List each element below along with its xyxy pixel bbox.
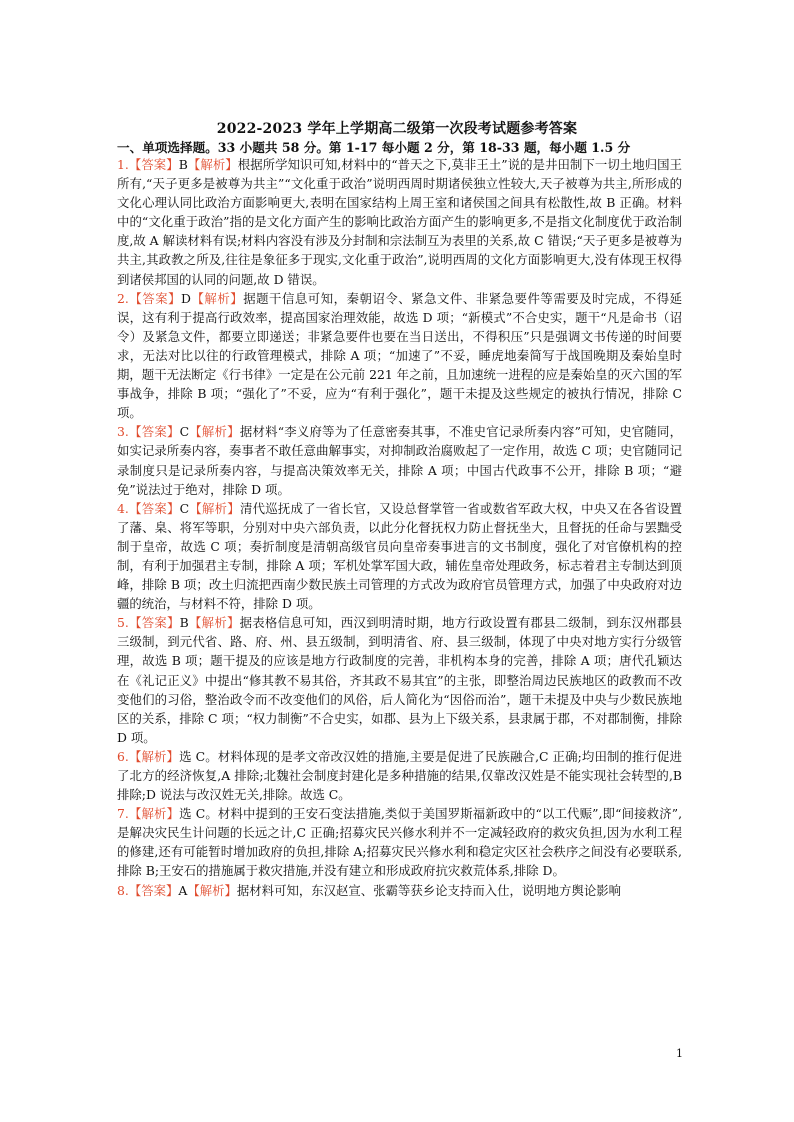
answer-letter: C	[179, 424, 190, 440]
question-number: 5.	[117, 615, 129, 631]
analysis-tag: 【解析】	[190, 290, 244, 306]
analysis-text: 据材料“李义府等为了任意密奏其事，不准史官记录所奏内容”可知，史官随同，如实记录所奏内容，奏事者不敢任意曲解事实，对抑制政治腐败起了一定作用，故选 C 项；史官随同记录制度只是记录所奏内容，与提高决策效率无关，排除 A 项；中国古代政事不公开，排除 B 项；“避免”说法过于绝对，排除 D 项。	[117, 424, 683, 497]
answer-letter: C	[179, 500, 190, 516]
analysis-text: 选 C。材料体现的是孝文帝改汉姓的措施,主要是促进了民族融合,C 正确;均田制的推行促进了北方的经济恢复,A 排除;北魏社会制度封建化是多种措施的结果,仅靠改汉姓是不能实现社会转型的,B 排除;D 说法与改汉姓无关,排除。故选 C。	[117, 748, 683, 803]
answer-tag: 【答案】	[128, 500, 180, 516]
analysis-tag: 【解析】	[189, 424, 240, 440]
document-title: 2022-2023 学年上学期高二级第一次段考试题参考答案	[216, 121, 578, 137]
analysis-text: 据表格信息可知，西汉到明清时期，地方行政设置有郡县二级制，到东汉州郡县三级制，到元代省、路、府、州、县五级制，到明清省、府、县三级制，体现了中央对地方实行分级管理，故选 B 项；题干提及的应该是地方行政制度的完善，非机构本身的完善，排除 A 项；唐代孔颖达在《礼记正义》中提出“修其教不易其俗，齐其政不易其宜”的主张，即整治周边民族地区的政教而不改变他们的习俗，整治政令而不改变他们的风俗，后人简化为“因俗而治”，题干未提及中央与少数民族地区的关系，排除 C 项；“权力制衡”不合史实，如郡、县为上下级关系，县隶属于郡，不对郡制衡，排除 D 项。	[117, 615, 683, 745]
answers-list	[117, 155, 682, 900]
answer-letter: B	[178, 157, 188, 172]
analysis-tag: 【解析】	[187, 157, 238, 172]
answer-item	[117, 155, 682, 289]
analysis-tag: 【解析】	[128, 748, 180, 764]
answer-tag: 【答案】	[128, 882, 179, 898]
answer-letter: D	[181, 290, 191, 306]
page-number: 1	[676, 1047, 683, 1060]
question-number: 4.	[117, 500, 129, 516]
analysis-text: 据材料可知，东汉赵宣、张霸等获乡论支持而入仕，说明地方舆论影响	[236, 882, 622, 898]
answer-item	[117, 747, 682, 804]
analysis-text: 据题干信息可知，秦朝诏令、紧急文件、非紧急要件等需要及时完成，不得延误，这有利于提高行政效率，提高国家治理效能，故选 D 项；“新模式”不合史实，题干“凡是命书（诏令）及紧急文件，都要立即递送；非紧急要件也要在当日送出，不得积压”只是强调文书传递的时间要求，无法对比以往的行政管理模式，排除 A 项；“加速了”不妥，睡虎地秦简写于战国晚期及秦始皇时期，题干无法断定《行书律》一定是在公元前 221 年之前，且加速统一进程的应是秦始皇的灭六国的军事战争，排除 B 项；“强化了”不妥，应为“有利于强化”，题干未提及这些规定的被执行情况，排除 C 项。	[117, 290, 683, 421]
answer-tag: 【答案】	[128, 615, 180, 631]
analysis-text: 选 C。材料中提到的王安石变法措施,类似于美国罗斯福新政中的“以工代赈”,即“间接救济”,是解决灾民生计问题的长远之计,C 正确;招募灾民兴修水利并不一定减轻政府的救灾负担,因为水利工程的修建,还有可能暂时增加政府的负担,排除 A;招募灾民兴修水利和稳定灾区社会秩序之间没有必要联系,排除 B;王安石的措施属于救灾措施,并没有建立和形成政府抗灾救荒体系,排除 D。	[117, 806, 683, 879]
answer-letter: A	[178, 882, 188, 898]
answer-item	[117, 881, 682, 900]
analysis-text: 清代巡抚成了一省长官，又设总督掌管一省或数省军政大权，中央又在各省设置了藩、臬、将军等职，分别对中央六部负责，以此分化督抚权力防止督抚坐大，且督抚的任命与罢黜受制于皇帝，故选 C 项；奏折制度是清朝高级官员向皇帝奏事进言的文书制度，强化了对官僚机构的控制，有利于加强君主专制，排除 A 项；军机处掌军国大政，辅佐皇帝处理政务，标志着君主专制达到顶峰，排除 B 项；改土归流把西南少数民族土司管理的方式改为政府官员管理方式，加强了中央政府对边疆的统治，与材料不符，排除 D 项。	[117, 500, 683, 612]
question-number: 2.	[117, 290, 129, 306]
answer-tag: 【答案】	[128, 157, 179, 172]
question-number: 6.	[117, 748, 129, 764]
question-number: 3.	[117, 424, 129, 440]
answer-item	[117, 499, 682, 614]
answer-item	[117, 613, 682, 747]
analysis-tag: 【解析】	[189, 500, 240, 516]
answer-item	[117, 422, 682, 498]
question-number: 8.	[117, 882, 129, 898]
analysis-text: 根据所学知识可知,材料中的“普天之下,莫非王土”说的是井田制下一切土地归国王所有,“天子更多是被尊为共主”“文化重于政治”说明西周时期诸侯独立性较大,天子被尊为共主,所形成的文化心理认同比政治方面影响更大,表明在国家结构上周王室和诸侯国之间具有松散性,故 B 正确。材料中的“文化重于政治”指的是文化方面产生的影响比政治方面产生的影响更多,不是指文化制度优于政治制度,故 A 解读材料有误;材料内容没有涉及分封制和宗法制互为表里的关系,故 C 错误;“天子更多是被尊为共主,其政教之所及,往往是象征多于现实,文化重于政治”,说明西周的文化方面影响更大,没有体现王权得到诸侯邦国的认同的问题,故 D 错误。	[117, 157, 683, 287]
analysis-tag: 【解析】	[187, 882, 237, 898]
answer-letter: B	[179, 615, 189, 631]
analysis-tag: 【解析】	[128, 806, 180, 822]
question-number: 1.	[117, 157, 129, 172]
answer-tag: 【答案】	[128, 290, 182, 306]
answer-item	[117, 289, 682, 423]
section-heading: 一、单项选择题。33 小题共 58 分。第 1-17 每小题 2 分，第 18-33 题，每小题 1.5 分	[117, 140, 631, 155]
question-number: 7.	[117, 806, 129, 822]
answer-item	[117, 804, 682, 880]
analysis-tag: 【解析】	[188, 615, 240, 631]
answer-tag: 【答案】	[128, 424, 180, 440]
